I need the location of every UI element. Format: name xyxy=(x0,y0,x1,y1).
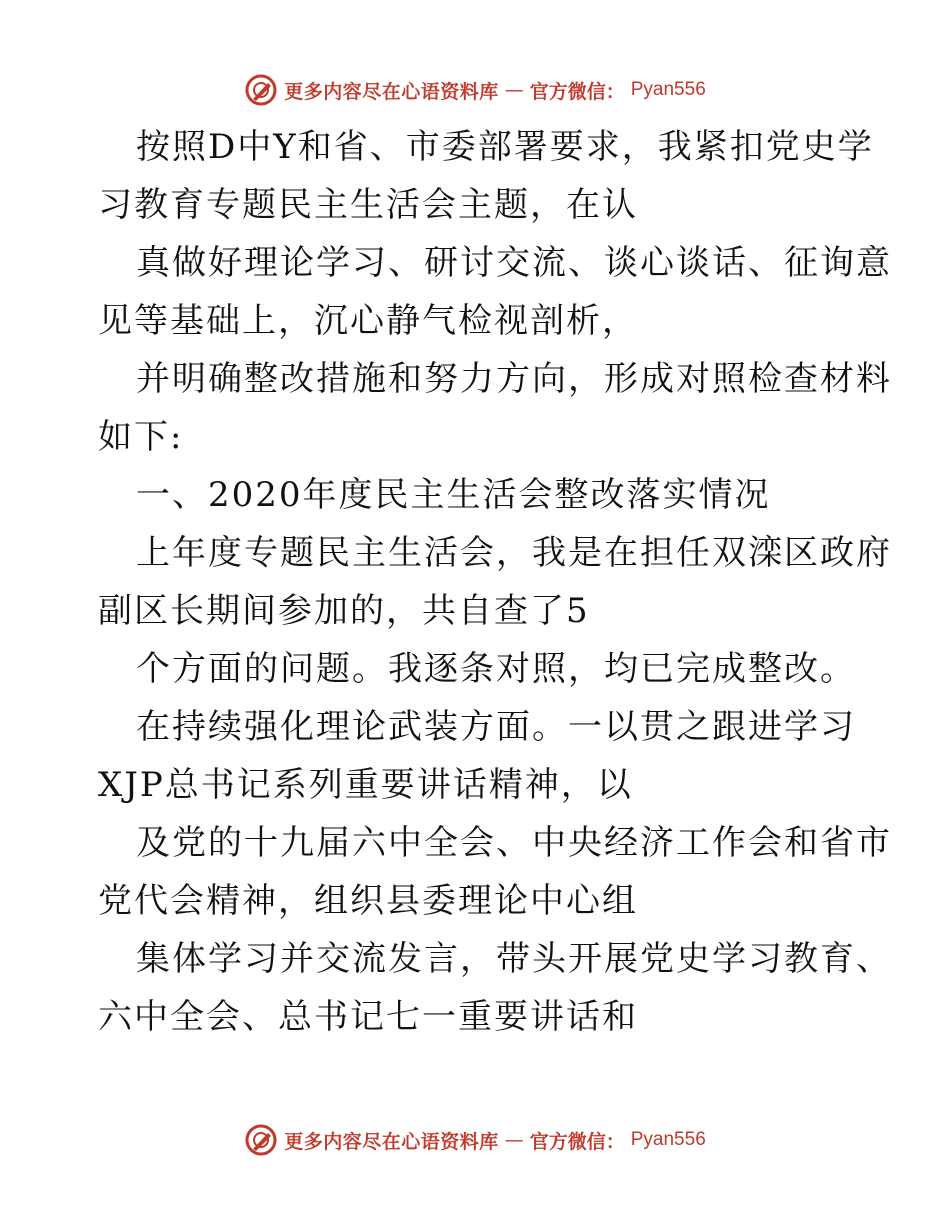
banner-wechat-label: 官方微信： xyxy=(529,1130,625,1153)
body-line: 副区长期间参加的，共自查了5 xyxy=(98,591,590,631)
header-watermark-banner xyxy=(0,70,950,110)
banner-wechat-label: 官方微信： xyxy=(529,80,625,103)
body-line: 习教育专题民主生活会主题，在认 xyxy=(98,185,638,225)
body-line: 如下: xyxy=(98,417,184,457)
banner-wechat-handle: Pyan556 xyxy=(630,79,706,100)
body-line: 在持续强化理论武装方面。一以贯之跟进学习 xyxy=(136,707,856,747)
body-line: 个方面的问题。我逐条对照，均已完成整改。 xyxy=(136,649,856,689)
body-line: 六中全会、总书记七一重要讲话和 xyxy=(98,997,638,1037)
body-line: 及党的十九届六中全会、中央经济工作会和省市 xyxy=(136,823,892,863)
banner-separator: — xyxy=(504,1129,524,1151)
body-line: 真做好理论学习、研讨交流、谈心谈话、征询意 xyxy=(136,243,892,283)
section-heading: 一、2020年度民主生活会整改落实情况 xyxy=(136,475,771,515)
body-line: 按照D中Y和省、市委部署要求，我紧扣党史学 xyxy=(136,127,874,167)
body-line: XJP总书记系列重要讲话精神，以 xyxy=(98,765,633,805)
banner-separator: — xyxy=(504,79,524,101)
brand-logo-icon xyxy=(244,1123,278,1157)
brand-logo-icon xyxy=(244,73,278,107)
body-line: 党代会精神，组织县委理论中心组 xyxy=(98,881,638,921)
body-line: 上年度专题民主生活会，我是在担任双滦区政府 xyxy=(136,533,892,573)
banner-brand-text: 更多内容尽在心语资料库 xyxy=(284,80,499,103)
body-line: 并明确整改措施和努力方向，形成对照检查材料 xyxy=(136,359,892,399)
document-body xyxy=(98,118,892,1046)
banner-wechat-handle: Pyan556 xyxy=(630,1129,706,1150)
banner-brand-text: 更多内容尽在心语资料库 xyxy=(284,1130,499,1153)
footer-watermark-banner xyxy=(0,1120,950,1160)
body-line: 见等基础上，沉心静气检视剖析， xyxy=(98,301,638,341)
body-line: 集体学习并交流发言，带头开展党史学习教育、 xyxy=(136,939,892,979)
